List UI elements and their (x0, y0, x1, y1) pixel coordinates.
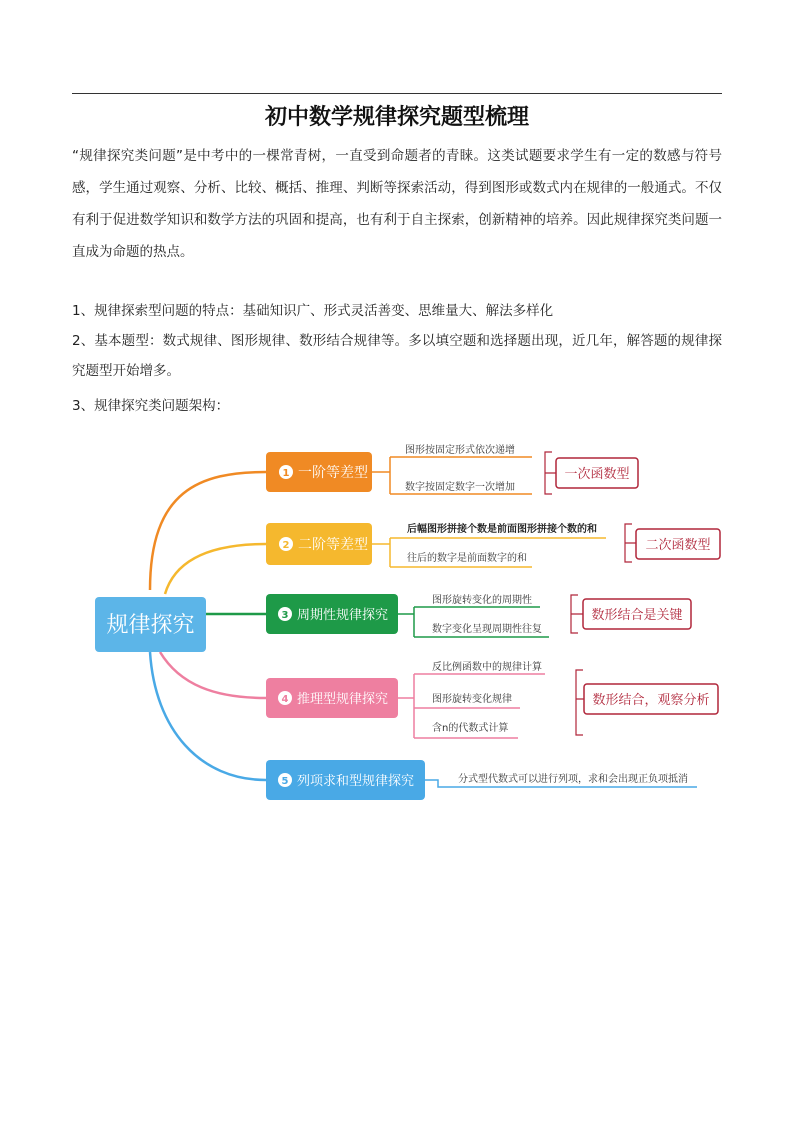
summary-bracket (625, 524, 636, 562)
branch-number: 4 (281, 694, 289, 705)
branch-number: 5 (281, 776, 289, 787)
leaf-text: 往后的数字是前面数字的和 (407, 553, 527, 564)
leaf-text: 图形旋转变化的周期性 (432, 595, 532, 606)
branch-label: 列项求和型规律探究 (297, 774, 415, 789)
summary-bracket (545, 452, 556, 494)
branch-4 (266, 660, 718, 738)
branch-2 (266, 522, 720, 567)
branch-label: 一阶等差型 (298, 465, 368, 481)
connector-1 (150, 472, 266, 590)
leaf-text: 后幅图形拼接个数是前面图形拼接个数的和 (407, 524, 597, 535)
summary-text: 二次函数型 (645, 538, 711, 553)
branch-5 (266, 760, 697, 800)
connector-2 (165, 544, 266, 594)
summary-text: 一次函数型 (564, 467, 630, 482)
leaf-text: 数字变化呈现周期性往复 (432, 624, 542, 635)
summary-text: 数形结合，观察分析 (592, 693, 710, 708)
summary-bracket (571, 595, 583, 633)
branch-number: 1 (282, 468, 290, 479)
connector-5 (150, 652, 266, 780)
branch-number: 3 (281, 610, 289, 621)
leaf-text: 含n的代数式计算 (432, 723, 509, 734)
root-label: 规律探究 (106, 613, 195, 638)
branch-label: 周期性规律探究 (297, 608, 389, 623)
page-title: 初中数学规律探究题型梳理 (264, 104, 529, 130)
mindmap-diagram (0, 430, 794, 810)
summary-bracket (576, 670, 584, 735)
branch-1 (266, 443, 638, 494)
list-item: 1、规律探索型问题的特点：基础知识广、形式灵活善变、思维量大、解法多样化 (72, 303, 554, 319)
leaf-text: 数字按固定数字一次增加 (405, 482, 515, 493)
leaf-text: 图形按固定形式依次递增 (405, 445, 515, 456)
list-item: 3、规律探究类问题架构： (72, 398, 230, 414)
branch-label: 二阶等差型 (298, 537, 368, 553)
header-rule (72, 93, 722, 94)
branch-number: 2 (282, 540, 290, 551)
branch-label: 推理型规律探究 (297, 692, 389, 707)
branch-3 (266, 593, 691, 637)
leaf-text: 分式型代数式可以进行列项，求和会出现正负项抵消 (458, 774, 688, 785)
leaf-text: 图形旋转变化规律 (432, 694, 512, 705)
leaf-text: 反比例函数中的规律计算 (432, 662, 542, 673)
summary-text: 数形结合是关键 (591, 608, 683, 623)
connector-4 (160, 652, 266, 698)
list-item: 2、基本题型：数式规律、图形规律、数形结合规律等。多以填空题和选择题出现，近几年，解答题的规律探究题型开始增多。 (72, 333, 722, 379)
intro-paragraph: “规律探究类问题”是中考中的一棵常青树，一直受到命题者的青睐。这类试题要求学生有一定的数感与符号感，学生通过观察、分析、比较、概括、推理、判断等探索活动，得到图形或数式内在规律的一般通式。不仅有利于促进数学知识和数学方法的巩固和提高，也有利于自主探索，创新精神的培养。因此规律探究类问题一直成为命题的热点。 (72, 148, 722, 260)
